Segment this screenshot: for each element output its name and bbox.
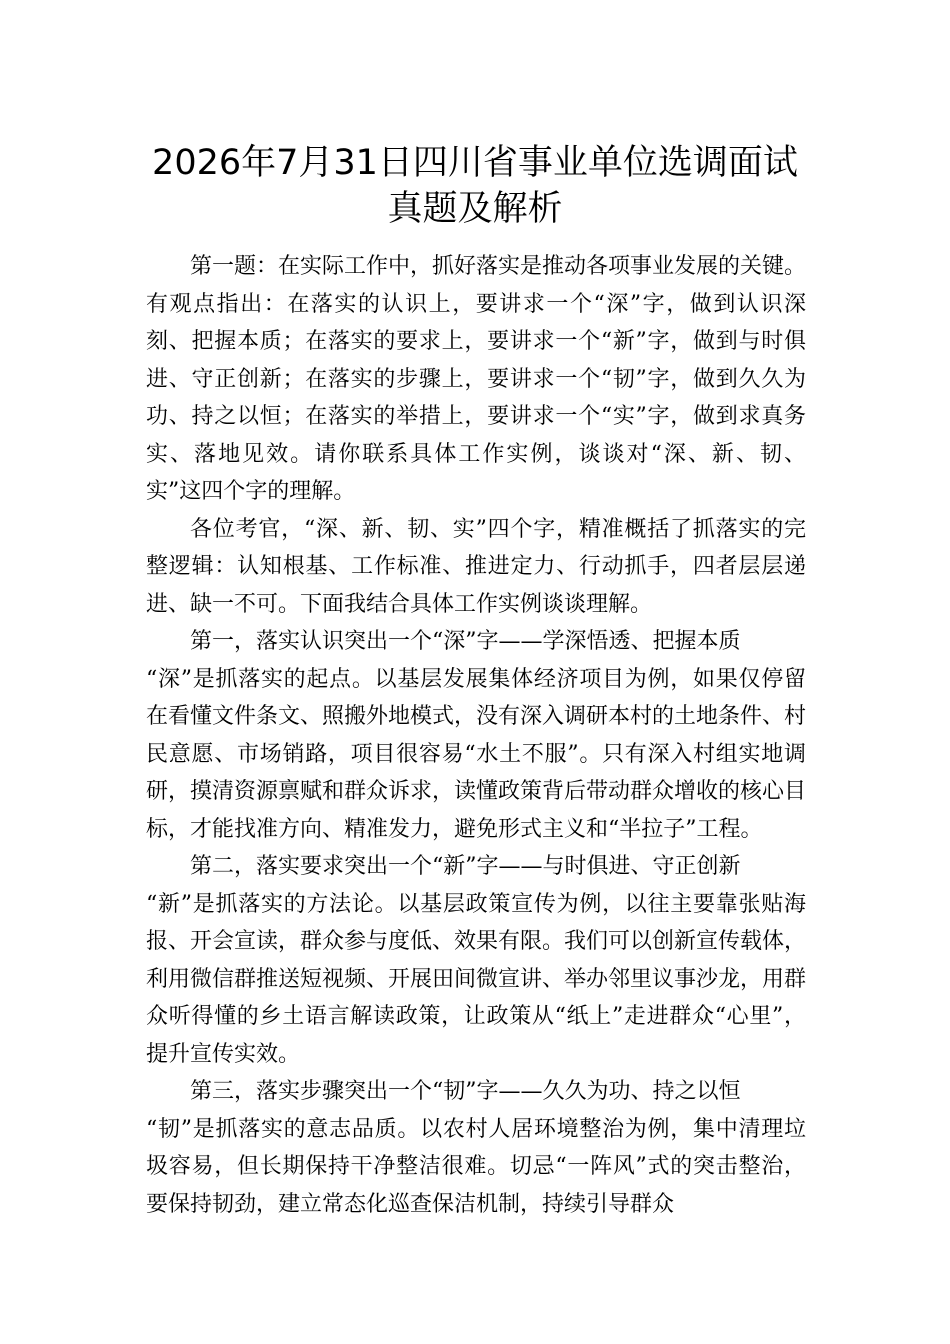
section-paragraph-3: “韧”是抓落实的意志品质。以农村人居环境整治为例，集中清理垃圾容易，但长期保持干净整洁很难。切忌“一阵风”式的突击整治，要保持韧劲，建立常态化巡查保洁机制，持续引导群众 — [146, 1116, 806, 1217]
section-paragraph-1: “深”是抓落实的起点。以基层发展集体经济项目为例，如果仅停留在看懂文件条文、照搬外地模式，没有深入调研本村的土地条件、村民意愿、市场销路，项目很容易“水土不服”。只有深入村组实地调研，摸清资源禀赋和群众诉求，读懂政策背后带动群众增收的核心目标，才能找准方向、精准发力，避免形式主义和“半拉子”工程。 — [146, 666, 807, 842]
question-paragraph: 第一题：在实际工作中，抓好落实是推动各项事业发展的关键。有观点指出：在落实的认识上，要讲求一个“深”字，做到认识深刻、把握本质；在落实的要求上，要讲求一个“新”字，做到与时俱进、守正创新；在落实的步骤上，要讲求一个“韧”字，做到久久为功、持之以恒；在落实的举措上，要讲求一个“实”字，做到求真务实、落地见效。请你联系具体工作实例，谈谈对“深、新、韧、实”这四个字的理解。 — [146, 254, 807, 504]
section-heading-2: 第二，落实要求突出一个“新”字——与时俱进、守正创新 — [190, 854, 741, 879]
title-line-2: 真题及解析 — [387, 189, 563, 229]
section-heading-1: 第一，落实认识突出一个“深”字——学深悟透、把握本质 — [190, 629, 741, 654]
intro-paragraph: 各位考官，“深、新、韧、实”四个字，精准概括了抓落实的完整逻辑：认知根基、工作标准、推进定力、行动抓手，四者层层递进、缺一不可。下面我结合具体工作实例谈谈理解。 — [146, 516, 806, 617]
document-title — [100, 140, 850, 232]
section-paragraph-2: “新”是抓落实的方法论。以基层政策宣传为例，以往主要靠张贴海报、开会宣读，群众参与度低、效果有限。我们可以创新宣传载体，利用微信群推送短视频、开展田间微宣讲、举办邻里议事沙龙，用群众听得懂的乡土语言解读政策，让政策从“纸上”走进群众“心里”，提升宣传实效。 — [146, 891, 807, 1067]
title-line-1: 2026年7月31日四川省事业单位选调面试 — [152, 143, 798, 183]
document-body — [146, 248, 806, 1223]
section-heading-3: 第三，落实步骤突出一个“韧”字——久久为功、持之以恒 — [190, 1079, 741, 1104]
